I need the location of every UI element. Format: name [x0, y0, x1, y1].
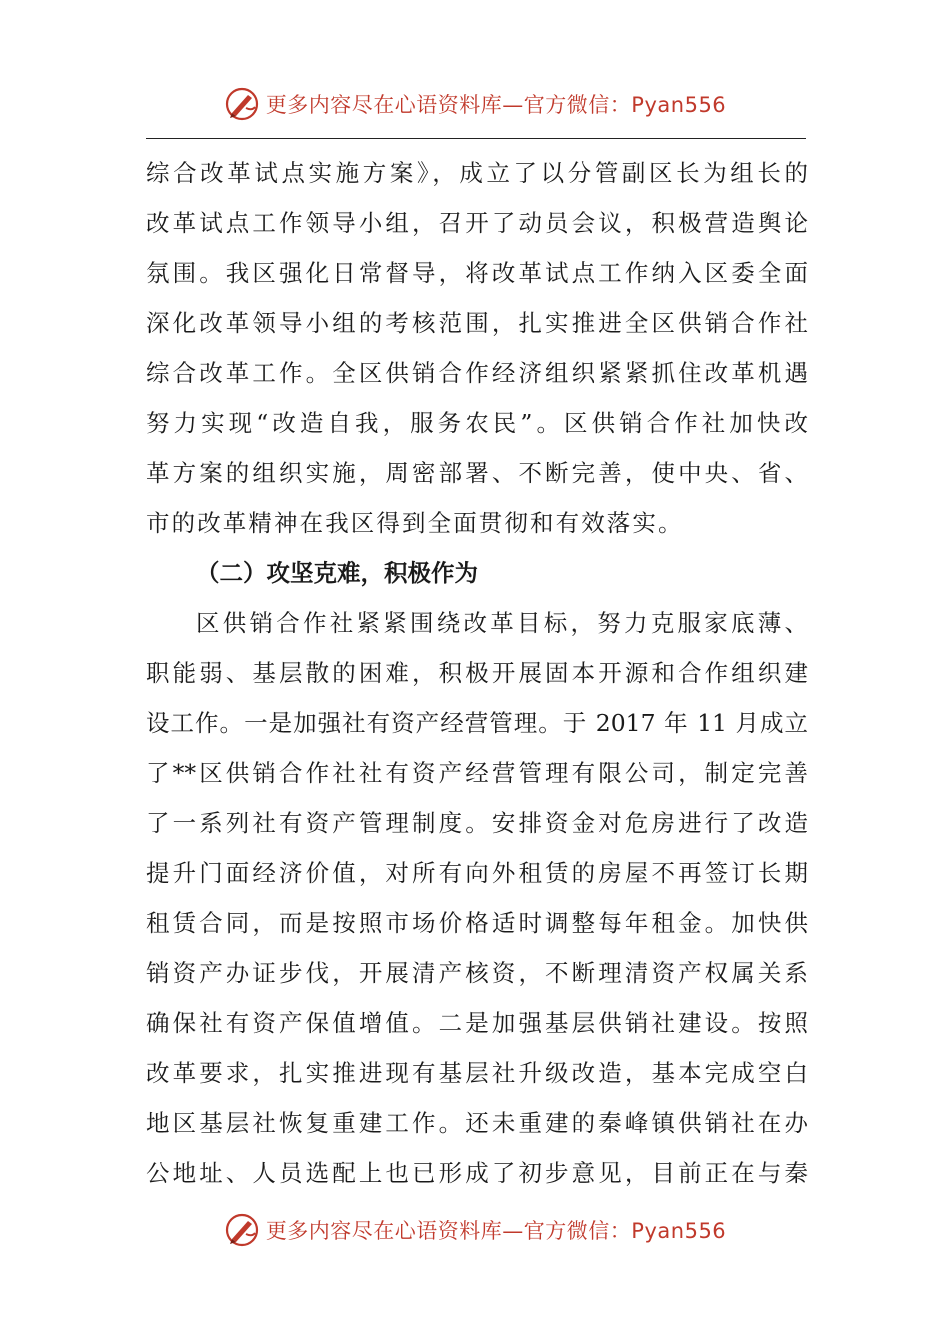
paragraph-line: 租赁合同，而是按照市场价格适时调整每年租金。加快供 — [146, 909, 808, 937]
paragraph-line: 了一系列社有资产管理制度。安排资金对危房进行了改造 — [146, 809, 808, 837]
pen-logo-icon — [224, 86, 260, 122]
header-banner-text: 更多内容尽在心语资料库—官方微信：Pyan556 — [265, 93, 727, 117]
paragraph-line: 努力实现“改造自我，服务农民”。区供销合作社加快改 — [146, 409, 808, 437]
paragraph-line: 氛围。我区强化日常督导，将改革试点工作纳入区委全面 — [146, 259, 808, 287]
header-banner — [224, 86, 726, 122]
header-divider — [146, 138, 806, 139]
paragraph-line: 深化改革领导小组的考核范围，扎实推进全区供销合作社 — [146, 309, 808, 337]
paragraph-line: 市的改革精神在我区得到全面贯彻和有效落实。 — [146, 509, 684, 537]
pen-logo-icon — [224, 1212, 260, 1248]
paragraph-line: 改革试点工作领导小组，召开了动员会议，积极营造舆论 — [146, 209, 808, 237]
paragraph-line: 提升门面经济价值，对所有向外租赁的房屋不再签订长期 — [146, 859, 808, 887]
footer-banner — [224, 1212, 726, 1248]
section-heading: （二）攻坚克难，积极作为 — [196, 559, 478, 587]
page-header — [0, 82, 950, 126]
page-footer — [0, 1208, 950, 1252]
paragraph-line: 区供销合作社紧紧围绕改革目标，努力克服家底薄、 — [196, 609, 808, 637]
paragraph-line: 职能弱、基层散的困难，积极开展固本开源和合作组织建 — [146, 659, 808, 687]
paragraph-line: 综合改革工作。全区供销合作经济组织紧紧抓住改革机遇 — [146, 359, 808, 387]
paragraph-line: 设工作。一是加强社有资产经营管理。于 2017 年 11 月成立 — [146, 709, 808, 737]
paragraph-line: 地区基层社恢复重建工作。还未重建的秦峰镇供销社在办 — [146, 1109, 808, 1137]
paragraph-line: 确保社有资产保值增值。二是加强基层供销社建设。按照 — [146, 1009, 808, 1037]
document-body — [146, 148, 808, 1198]
paragraph-line: 革方案的组织实施，周密部署、不断完善，使中央、省、 — [146, 459, 808, 487]
paragraph-line: 综合改革试点实施方案》，成立了以分管副区长为组长的 — [146, 159, 808, 187]
paragraph-line: 销资产办证步伐，开展清产核资，不断理清资产权属关系 — [146, 959, 808, 987]
paragraph-line: 公地址、人员选配上也已形成了初步意见，目前正在与秦 — [146, 1159, 808, 1187]
paragraph-line: 了**区供销合作社社有资产经营管理有限公司，制定完善 — [146, 759, 808, 787]
footer-banner-text: 更多内容尽在心语资料库—官方微信：Pyan556 — [265, 1219, 727, 1243]
paragraph-line: 改革要求，扎实推进现有基层社升级改造，基本完成空白 — [146, 1059, 808, 1087]
